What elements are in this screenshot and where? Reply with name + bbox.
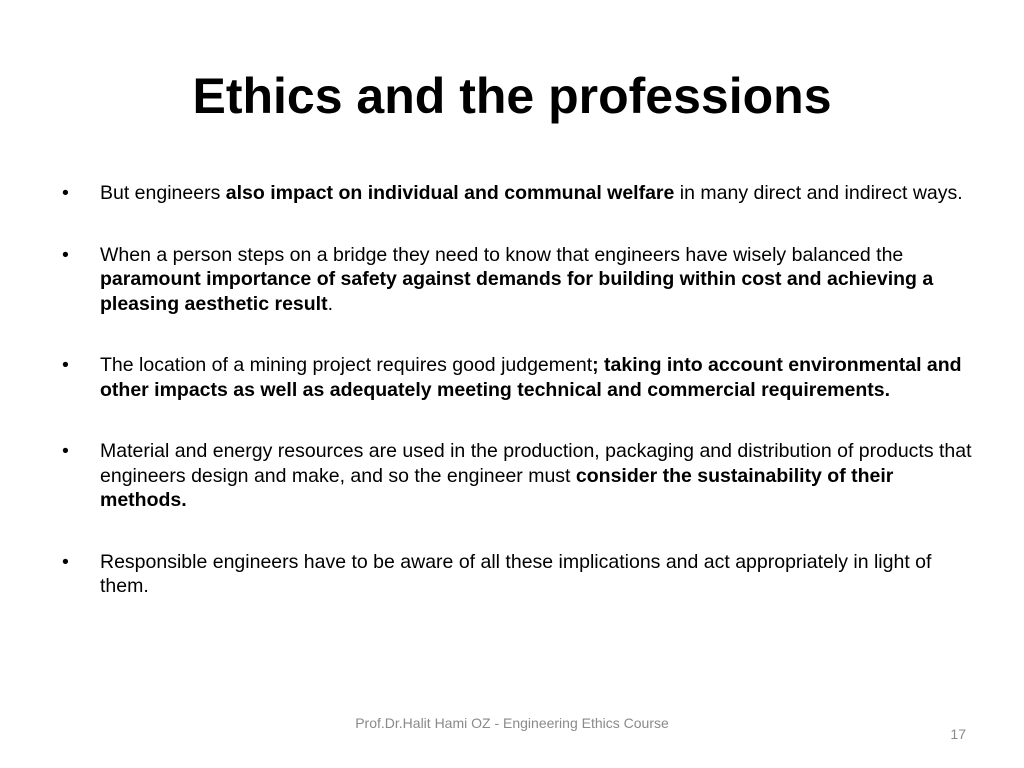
bullet-item [62,243,972,317]
bullet-item [62,353,972,402]
bullet-icon: • [62,182,69,204]
bullet-text-bold: ; taking into account environmental and other impacts as well as adequately meeting technical and commercial requirements. [100,354,962,401]
bullet-list [62,181,972,636]
bullet-text-part: . [327,292,334,315]
bullet-text-part: in many direct and indirect ways. [674,182,963,204]
bullet-text-bold: paramount importance of safety against demands for building within cost and achieving a pleasing aesthetic result [100,268,934,315]
bullet-text-part: Responsible engineers have to be aware of all these implications and act appropriately in light of them. [100,550,932,597]
bullet-item [62,181,972,206]
bullet-text-part: But engineers [100,182,226,204]
bullet-text-bold: consider the sustainability of their methods. [100,464,894,511]
bullet-icon: • [62,354,69,376]
bullet-icon: • [62,550,69,573]
bullet-text-part: When a person steps on a bridge they need to know that engineers have wisely balanced the [100,243,904,266]
bullet-text-part: The location of a mining project requires good judgement [100,354,593,376]
bullet-icon: • [62,243,69,266]
slide-number: 17 [950,726,966,742]
bullet-item [62,550,972,599]
slide-footer: Prof.Dr.Halit Hami OZ - Engineering Ethics Course [355,715,669,731]
bullet-item [62,439,972,513]
bullet-icon: • [62,440,69,462]
slide-title: Ethics and the professions [192,68,832,124]
bullet-text-bold: also impact on individual and communal welfare [225,182,675,204]
bullet-text-part: Material and energy resources are used in the production, packaging and distribution of products that engineers design and make, and so the engineer must [100,440,972,487]
